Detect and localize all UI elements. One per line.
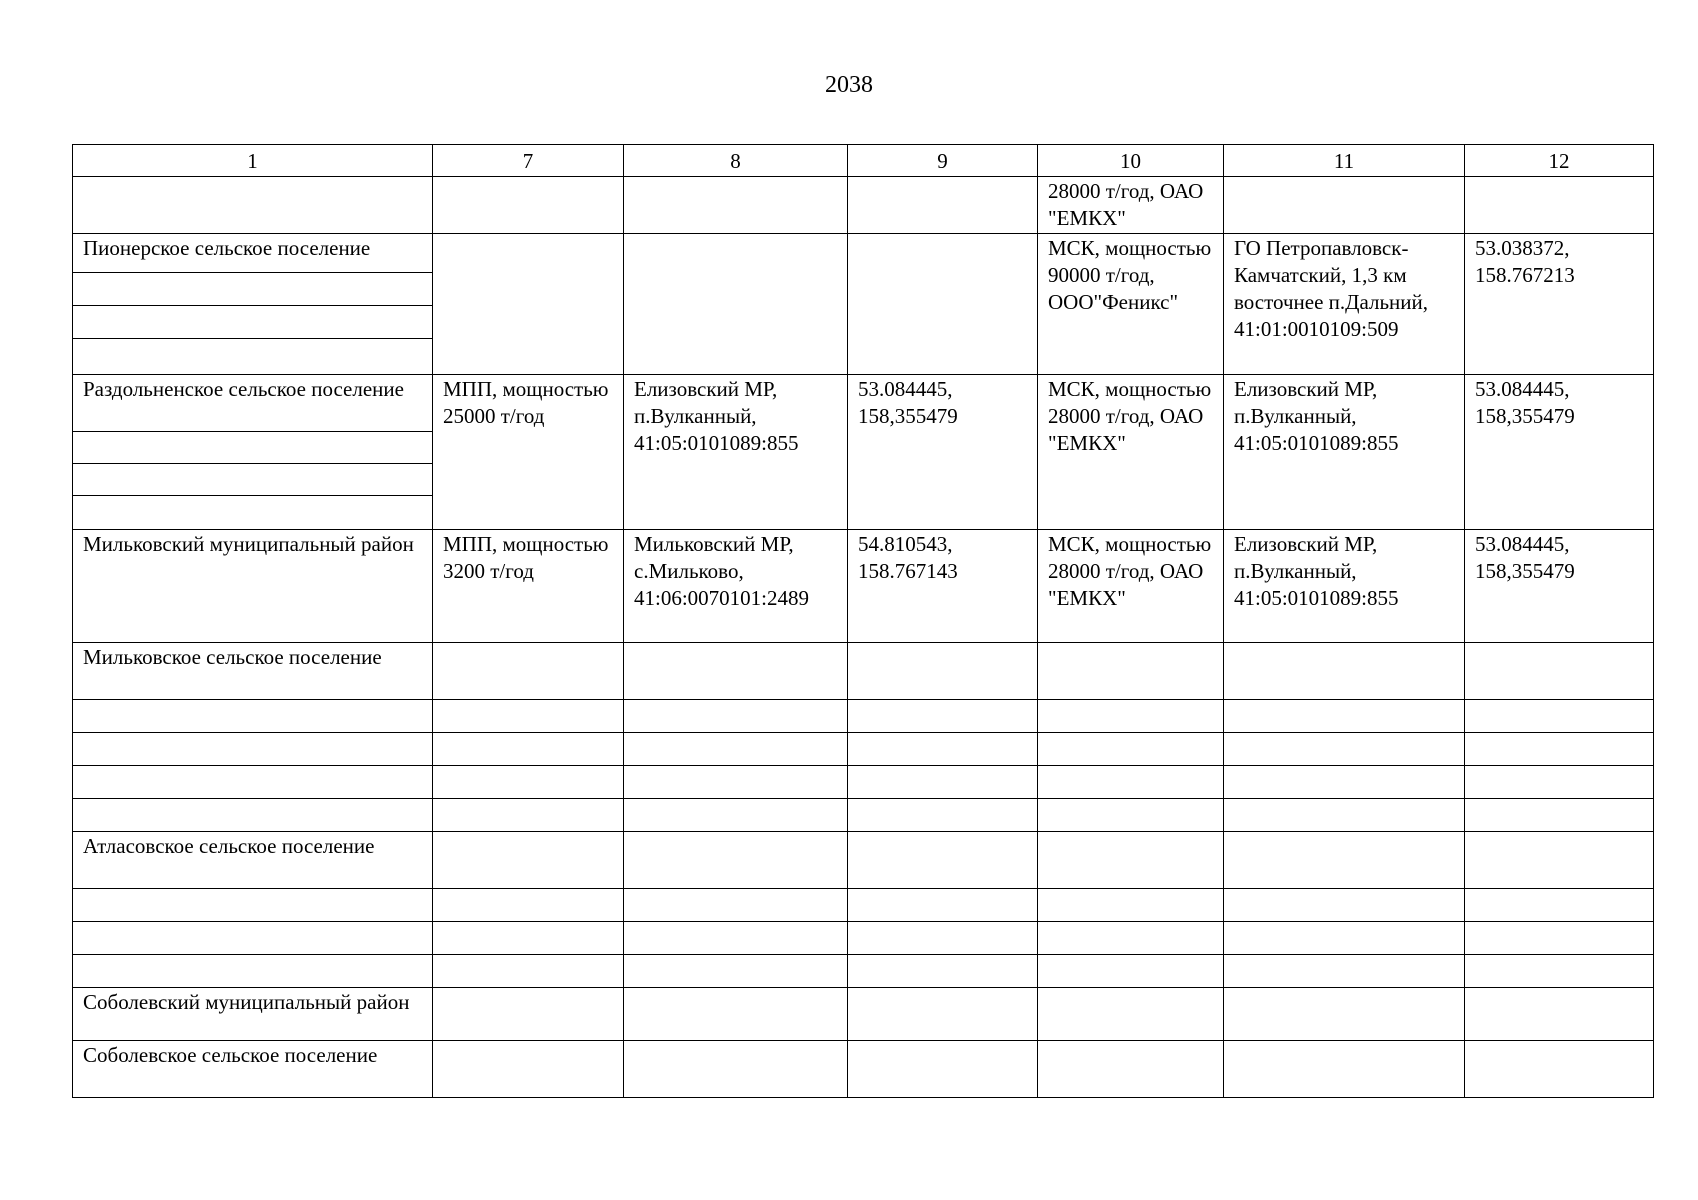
cell-col12 — [1465, 832, 1654, 889]
cell-col8 — [624, 643, 848, 700]
cell-col12 — [1465, 177, 1654, 234]
cell-col11 — [1224, 643, 1465, 700]
cell-col11 — [1224, 922, 1465, 955]
cell-col11: Елизовский МР, п.Вулканный, 41:05:0101089:855 — [1224, 530, 1465, 643]
cell-col11: ГО Петропавловск-Камчатский, 1,3 км восточнее п.Дальний, 41:01:0010109:509 — [1224, 234, 1465, 375]
cell-col12: 53.084445, 158,355479 — [1465, 530, 1654, 643]
cell-col7 — [433, 643, 624, 700]
column-header: 1 — [73, 145, 433, 177]
column-header: 8 — [624, 145, 848, 177]
table-row — [73, 375, 1654, 432]
cell-col9 — [848, 643, 1038, 700]
cell-col1 — [73, 955, 433, 988]
cell-col12 — [1465, 643, 1654, 700]
cell-col7 — [433, 177, 624, 234]
cell-col7: МПП, мощностью 3200 т/год — [433, 530, 624, 643]
column-header: 7 — [433, 145, 624, 177]
cell-col8 — [624, 955, 848, 988]
table-row — [73, 889, 1654, 922]
cell-col10 — [1038, 988, 1224, 1041]
cell-col10 — [1038, 700, 1224, 733]
table-row — [73, 643, 1654, 700]
cell-col10 — [1038, 1041, 1224, 1098]
header-row — [73, 145, 1654, 177]
cell-col1: Атласовское сельское поселение — [73, 832, 433, 889]
cell-col12 — [1465, 799, 1654, 832]
table-row — [73, 799, 1654, 832]
cell-col7 — [433, 955, 624, 988]
cell-col9 — [848, 177, 1038, 234]
cell-col9 — [848, 733, 1038, 766]
cell-col1 — [73, 700, 433, 733]
cell-col8: Мильковский МР, с.Мильково, 41:06:0070101:2489 — [624, 530, 848, 643]
cell-col8 — [624, 177, 848, 234]
cell-col9 — [848, 766, 1038, 799]
cell-col1: Мильковский муниципальный район — [73, 530, 433, 643]
cell-col10: МСК, мощностью 28000 т/год, ОАО "ЕМКХ" — [1038, 375, 1224, 530]
cell-col10 — [1038, 832, 1224, 889]
cell-col12 — [1465, 988, 1654, 1041]
cell-col1 — [73, 273, 433, 306]
table-row — [73, 922, 1654, 955]
cell-col10: МСК, мощностью 90000 т/год, ООО"Феникс" — [1038, 234, 1224, 375]
cell-col7 — [433, 889, 624, 922]
cell-col1 — [73, 306, 433, 339]
cell-col11 — [1224, 988, 1465, 1041]
table-row — [73, 766, 1654, 799]
cell-col8 — [624, 234, 848, 375]
cell-col9: 53.084445, 158,355479 — [848, 375, 1038, 530]
cell-col8 — [624, 889, 848, 922]
table-row — [73, 988, 1654, 1041]
cell-col7: МПП, мощностью 25000 т/год — [433, 375, 624, 530]
cell-col7 — [433, 988, 624, 1041]
cell-col1 — [73, 496, 433, 530]
cell-col11 — [1224, 799, 1465, 832]
cell-col11 — [1224, 733, 1465, 766]
cell-col9 — [848, 234, 1038, 375]
cell-col10 — [1038, 889, 1224, 922]
cell-col7 — [433, 766, 624, 799]
cell-col7 — [433, 1041, 624, 1098]
cell-col10: 28000 т/год, ОАО "ЕМКХ" — [1038, 177, 1224, 234]
cell-col8: Елизовский МР, п.Вулканный, 41:05:0101089:855 — [624, 375, 848, 530]
cell-col9 — [848, 889, 1038, 922]
cell-col1 — [73, 339, 433, 375]
cell-col10 — [1038, 643, 1224, 700]
cell-col1 — [73, 766, 433, 799]
cell-col10: МСК, мощностью 28000 т/год, ОАО "ЕМКХ" — [1038, 530, 1224, 643]
cell-col8 — [624, 700, 848, 733]
cell-col7 — [433, 234, 624, 375]
column-header: 9 — [848, 145, 1038, 177]
cell-col7 — [433, 799, 624, 832]
cell-col1 — [73, 432, 433, 464]
cell-col10 — [1038, 799, 1224, 832]
cell-col11 — [1224, 1041, 1465, 1098]
cell-col1: Соболевский муниципальный район — [73, 988, 433, 1041]
cell-col10 — [1038, 955, 1224, 988]
cell-col9: 54.810543, 158.767143 — [848, 530, 1038, 643]
cell-col11: Елизовский МР, п.Вулканный, 41:05:0101089:855 — [1224, 375, 1465, 530]
cell-col1 — [73, 922, 433, 955]
column-header: 11 — [1224, 145, 1465, 177]
cell-col12 — [1465, 700, 1654, 733]
cell-col9 — [848, 1041, 1038, 1098]
cell-col1 — [73, 464, 433, 496]
table-row — [73, 234, 1654, 273]
cell-col11 — [1224, 700, 1465, 733]
cell-col12: 53.084445, 158,355479 — [1465, 375, 1654, 530]
cell-col1: Пионерское сельское поселение — [73, 234, 433, 273]
cell-col1: Раздольненское сельское поселение — [73, 375, 433, 432]
table-row — [73, 955, 1654, 988]
cell-col11 — [1224, 832, 1465, 889]
cell-col7 — [433, 733, 624, 766]
cell-col7 — [433, 922, 624, 955]
cell-col11 — [1224, 177, 1465, 234]
column-header: 10 — [1038, 145, 1224, 177]
cell-col10 — [1038, 922, 1224, 955]
column-header: 12 — [1465, 145, 1654, 177]
cell-col1 — [73, 799, 433, 832]
cell-col9 — [848, 832, 1038, 889]
table-row — [73, 832, 1654, 889]
cell-col8 — [624, 1041, 848, 1098]
cell-col12 — [1465, 955, 1654, 988]
cell-col12 — [1465, 1041, 1654, 1098]
page-number: 2038 — [825, 72, 873, 98]
table-row — [73, 1041, 1654, 1098]
cell-col7 — [433, 832, 624, 889]
table-row — [73, 177, 1654, 234]
cell-col7 — [433, 700, 624, 733]
cell-col8 — [624, 988, 848, 1041]
table-row — [73, 733, 1654, 766]
cell-col11 — [1224, 955, 1465, 988]
cell-col9 — [848, 922, 1038, 955]
cell-col9 — [848, 988, 1038, 1041]
cell-col8 — [624, 733, 848, 766]
cell-col12 — [1465, 766, 1654, 799]
cell-col1 — [73, 177, 433, 234]
cell-col12 — [1465, 889, 1654, 922]
table-row — [73, 700, 1654, 733]
table-row — [73, 530, 1654, 643]
cell-col10 — [1038, 766, 1224, 799]
cell-col1: Соболевское сельское поселение — [73, 1041, 433, 1098]
cell-col8 — [624, 832, 848, 889]
cell-col8 — [624, 799, 848, 832]
cell-col12 — [1465, 922, 1654, 955]
cell-col8 — [624, 766, 848, 799]
data-table — [72, 144, 1654, 1098]
cell-col1: Мильковское сельское поселение — [73, 643, 433, 700]
cell-col12 — [1465, 733, 1654, 766]
cell-col9 — [848, 955, 1038, 988]
cell-col9 — [848, 700, 1038, 733]
cell-col10 — [1038, 733, 1224, 766]
cell-col11 — [1224, 889, 1465, 922]
cell-col11 — [1224, 766, 1465, 799]
cell-col1 — [73, 889, 433, 922]
cell-col8 — [624, 922, 848, 955]
cell-col12: 53.038372, 158.767213 — [1465, 234, 1654, 375]
cell-col1 — [73, 733, 433, 766]
cell-col9 — [848, 799, 1038, 832]
